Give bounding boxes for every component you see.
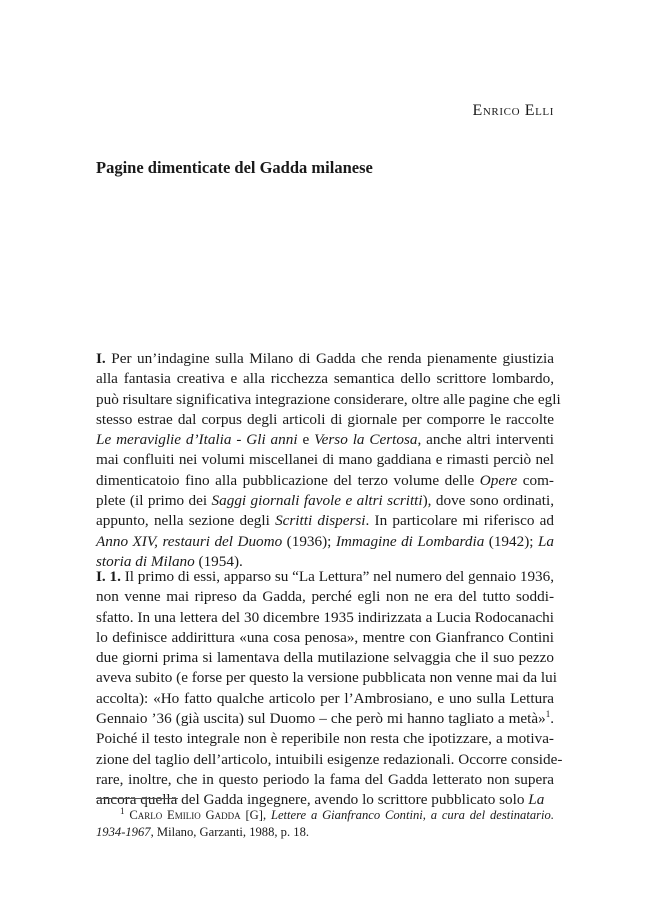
section-2-paragraph [96,567,563,811]
text-run: Per un’indagine sulla Milano di Gadda che renda pienamente giustizia [111,350,554,367]
text-run: mai confluiti nei volumi miscellanei di mano gaddiana e rimasti perciò nel [96,451,554,469]
text-run: Verso la Certosa [314,431,418,449]
text-run: Opere [479,471,518,489]
footnote [96,807,554,840]
footnote-line-1 [96,807,554,824]
section1-line [96,410,554,430]
section1-line [96,532,554,552]
text-run: Le meraviglie d’Italia - Gli anni [96,431,298,449]
section1-line [96,430,554,450]
text-run: . In particolare mi riferisco ad [365,512,554,530]
text-run: accolta): «Ho fatto qualche articolo per l’Ambrosiano, e uno sulla Lettura [96,689,554,707]
text-run: sfatto. In una lettera del 30 dicembre 1935 indirizzata a Lucia Rodocanachi [96,608,554,626]
text-run: La [537,532,554,550]
section1-line [96,369,554,389]
footnote-tag: [G], [240,808,271,822]
section2-line [96,770,554,790]
text-run: , anche altri interventi [417,431,554,449]
section2-line [96,587,554,607]
text-run: non venne mai ripreso da Gadda, perché egli non ne era del tutto soddi- [96,588,554,606]
footnote-dates: 1934-1967 [96,824,151,839]
article-title: Pagine dimenticate del Gadda milanese [96,158,373,177]
text-run: com- [517,471,554,489]
text-run: (1942); [484,532,538,550]
section2-line [96,709,554,729]
section2-line [96,608,554,628]
text-run: Il primo di essi, apparso su “La Lettura” nel numero del gennaio 1936, [124,568,555,585]
footnote-ref: 1 [545,709,551,720]
section1-marker: I. [96,350,106,367]
text-run: aveva subito (e forse per questo la versione pubblicata non venne mai da lui [96,669,557,687]
section1-line [96,390,561,410]
section-1-paragraph [96,349,561,572]
footnote-author: Carlo Emilio Gadda [129,808,241,822]
text-run: (1954). [194,552,243,570]
text-run: può risultare significativa integrazione considerare, oltre alle pagine che egli [96,390,561,408]
text-run: stesso estrae dal corpus degli articoli di giornale per comporre le raccolte [96,410,554,428]
section2-marker: I. 1. [96,568,121,585]
text-run: Immagine di Lombardia [335,532,485,550]
footnote-line-2 [96,824,554,841]
section1-line [96,349,554,369]
text-run: appunto, nella sezione degli [96,512,276,530]
text-run: (1936); [282,532,336,550]
text-run: zione del taglio dell’articolo, intuibili esigenze redazionali. Occorre conside- [96,750,563,768]
text-run: e [297,431,315,449]
text-run: Poiché il testo integrale non è reperibile non resta che ipotizzare, a motiva- [96,730,554,748]
section1-line [96,491,554,511]
text-run: Gennaio ’36 (già uscita) sul Duomo – che però mi hanno tagliato a metà» [96,710,546,728]
text-run: Scritti dispersi [275,512,366,530]
section2-line [96,567,554,587]
section2-line [96,729,554,749]
section2-line [96,689,554,709]
section2-line [96,668,557,688]
section2-line [96,648,554,668]
text-run: rare, inoltre, che in questo periodo la fama del Gadda letterato non supera [96,770,554,788]
text-run: La [528,791,545,809]
section1-line [96,511,554,531]
text-run: dimenticatoio fino alla pubblicazione del terzo volume delle [96,471,480,489]
text-run: Saggi giornali favole e altri scritti [211,492,423,510]
text-run: lo definisce addirittura «una cosa penosa», mentre con Gianfranco Contini [96,628,554,646]
section1-line [96,471,554,491]
footnote-rule [96,798,178,799]
running-header-author: Enrico Elli [472,102,554,119]
text-run: ancora quella del Gadda ingegnere, avendo lo scrittore pubblicato solo [96,791,529,809]
footnote-number: 1 [120,805,125,816]
text-run: Anno XIV, restauri del Duomo [96,532,283,550]
text-run: . [550,710,554,728]
section1-line [96,450,554,470]
text-run: storia di Milano [96,552,195,570]
text-run: plete (il primo dei [96,492,212,510]
footnote-rest: , Milano, Garzanti, 1988, p. 18. [150,824,310,839]
text-run: alla fantasia creativa e alla ricchezza semantica dello scrittore lombardo, [96,370,554,388]
footnote-title: Lettere a Gianfranco Contini, a cura del destinatario. [270,808,554,822]
section2-line [96,750,563,770]
text-run: due giorni prima si lamentava della mutilazione selvaggia che il suo pezzo [96,649,554,667]
section2-line [96,628,554,648]
text-run: ), dove sono ordinati, [422,492,554,510]
